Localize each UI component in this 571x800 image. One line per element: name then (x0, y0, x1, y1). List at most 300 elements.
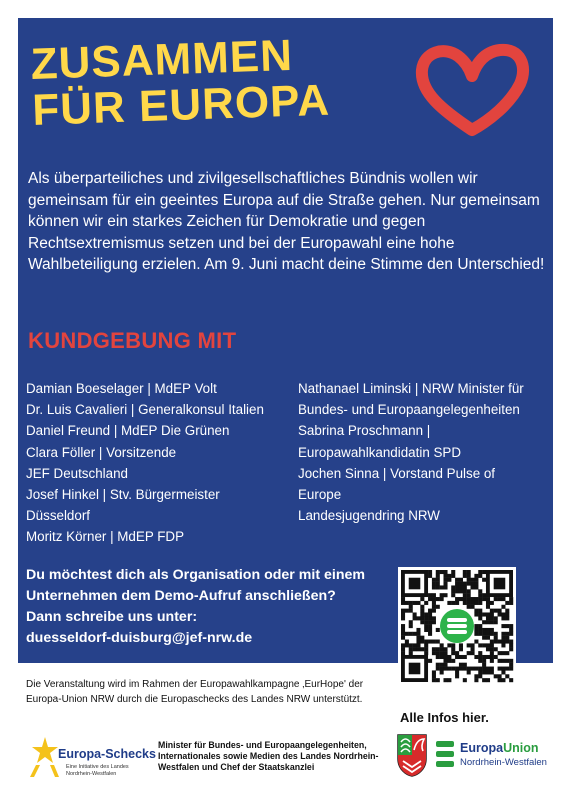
qr-module (509, 624, 513, 628)
qr-module (471, 597, 475, 601)
qr-module (501, 616, 505, 620)
qr-module (424, 647, 428, 651)
qr-module (486, 620, 490, 624)
qr-module (501, 597, 505, 601)
qr-module (486, 667, 490, 671)
qr-module (440, 593, 444, 597)
qr-module (424, 640, 428, 644)
qr-module (455, 655, 459, 659)
qr-module (409, 647, 413, 651)
qr-module (463, 570, 467, 574)
qr-module (482, 593, 486, 597)
qr-module (420, 605, 424, 609)
qr-module (424, 620, 428, 624)
qr-module (505, 640, 509, 644)
qr-module (409, 609, 413, 613)
qr-module (459, 582, 463, 586)
qr-module (463, 667, 467, 671)
qr-module (436, 570, 440, 574)
qr-module (463, 585, 467, 589)
qr-module (401, 628, 405, 632)
qr-module (494, 597, 498, 601)
qr-module (501, 624, 505, 628)
qr-module (428, 616, 432, 620)
qr-module (501, 640, 505, 644)
qr-module (505, 612, 509, 616)
qr-module (478, 601, 482, 605)
qr-label: Alle Infos hier. (400, 710, 489, 725)
contact-email[interactable]: duesseldorf-duisburg@jef-nrw.de (26, 630, 253, 646)
speaker-line: Daniel Freund | MdEP Die Grünen (26, 423, 230, 439)
qr-module (463, 597, 467, 601)
qr-module (432, 678, 436, 682)
qr-module (401, 612, 405, 616)
qr-module (443, 570, 447, 574)
nrw-coat-of-arms-icon (396, 733, 428, 777)
qr-module (501, 659, 505, 663)
qr-module (478, 667, 482, 671)
speaker-list-left (26, 378, 292, 548)
qr-module (443, 659, 447, 663)
qr-module (490, 647, 494, 651)
qr-module (498, 597, 502, 601)
qr-module (428, 640, 432, 644)
qr-module (443, 574, 447, 578)
qr-module (416, 601, 420, 605)
qr-module (416, 616, 420, 620)
qr-module (440, 597, 444, 601)
qr-module (478, 570, 482, 574)
heart-icon (412, 40, 532, 140)
qr-module (498, 640, 502, 644)
qr-module (474, 609, 478, 613)
qr-module (490, 651, 494, 655)
qr-module (401, 597, 405, 601)
qr-module (505, 616, 509, 620)
qr-module (432, 674, 436, 678)
qr-module (424, 624, 428, 628)
qr-module (509, 628, 513, 632)
qr-module (440, 643, 444, 647)
qr-module (478, 659, 482, 663)
qr-module (478, 628, 482, 632)
qr-module (494, 609, 498, 613)
qr-module (509, 632, 513, 636)
qr-module (432, 609, 436, 613)
qr-module (459, 655, 463, 659)
qr-module (498, 667, 502, 671)
qr-module (474, 632, 478, 636)
qr-module (467, 601, 471, 605)
qr-module (440, 651, 444, 655)
qr-finder-pattern (409, 578, 421, 590)
qr-module (455, 674, 459, 678)
cta-line: Du möchtest dich als Organisation oder mit einem (26, 567, 365, 583)
qr-module (443, 647, 447, 651)
qr-module (505, 609, 509, 613)
qr-module (451, 643, 455, 647)
qr-module (455, 597, 459, 601)
qr-module (482, 628, 486, 632)
qr-module (509, 597, 513, 601)
qr-module (432, 585, 436, 589)
qr-module (459, 643, 463, 647)
qr-module (494, 647, 498, 651)
qr-module (467, 574, 471, 578)
qr-module (401, 636, 405, 640)
qr-module (490, 632, 494, 636)
speaker-line: Sabrina Proschmann | (298, 423, 431, 439)
qr-module (455, 589, 459, 593)
qr-module (505, 624, 509, 628)
qr-module (436, 663, 440, 667)
speaker-line: Landesjugendring NRW (298, 508, 440, 524)
qr-module (482, 667, 486, 671)
qr-module (467, 667, 471, 671)
qr-module (436, 640, 440, 644)
qr-module (424, 651, 428, 655)
qr-module (486, 605, 490, 609)
europaschecks-name: Europa-Schecks (58, 747, 156, 761)
qr-module (482, 655, 486, 659)
qr-module (420, 640, 424, 644)
qr-module (455, 601, 459, 605)
qr-module (505, 651, 509, 655)
qr-module (478, 609, 482, 613)
qr-module (432, 578, 436, 582)
qr-module (443, 667, 447, 671)
qr-module (501, 667, 505, 671)
qr-module (451, 593, 455, 597)
qr-module (478, 589, 482, 593)
qr-module (490, 667, 494, 671)
europaschecks-tagline: Eine Initiative des Landes Nordrhein-Westfalen (66, 764, 129, 777)
qr-module (440, 655, 444, 659)
cta-line: Dann schreibe uns unter: (26, 609, 198, 625)
europa-union-region: Nordrhein-Westfalen (460, 757, 547, 768)
qr-module (478, 616, 482, 620)
qr-module (413, 616, 417, 620)
cta-line: Unternehmen dem Demo-Aufruf anschließen? (26, 588, 336, 604)
qr-module (478, 597, 482, 601)
qr-module (494, 640, 498, 644)
qr-module (428, 593, 432, 597)
qr-module (416, 636, 420, 640)
qr-module (432, 593, 436, 597)
qr-module (463, 663, 467, 667)
qr-module (401, 651, 405, 655)
qr-code-graphic (398, 567, 516, 685)
qr-module (490, 628, 494, 632)
qr-module (428, 659, 432, 663)
qr-module (498, 674, 502, 678)
qr-module (436, 655, 440, 659)
qr-module (501, 636, 505, 640)
qr-module (409, 624, 413, 628)
qr-module (428, 609, 432, 613)
qr-module (455, 667, 459, 671)
qr-module (474, 628, 478, 632)
qr-module (478, 632, 482, 636)
qr-module (501, 670, 505, 674)
qr-module (413, 632, 417, 636)
qr-module (420, 620, 424, 624)
qr-module (436, 578, 440, 582)
qr-module (455, 582, 459, 586)
qr-module (443, 651, 447, 655)
qr-module (463, 601, 467, 605)
qr-module (432, 601, 436, 605)
qr-module (401, 601, 405, 605)
qr-module (416, 640, 420, 644)
qr-module (494, 636, 498, 640)
qr-module (443, 663, 447, 667)
qr-module (478, 670, 482, 674)
qr-module (505, 667, 509, 671)
qr-module (505, 674, 509, 678)
qr-module (428, 624, 432, 628)
qr-module (428, 570, 432, 574)
qr-module (447, 601, 451, 605)
europa-union-name-part2: Union (503, 741, 539, 755)
qr-module (498, 651, 502, 655)
qr-module (432, 670, 436, 674)
qr-module (447, 574, 451, 578)
qr-module (474, 612, 478, 616)
qr-module (509, 640, 513, 644)
qr-module (486, 628, 490, 632)
qr-module (443, 585, 447, 589)
qr-module (455, 670, 459, 674)
qr-module (416, 632, 420, 636)
speaker-line: Europe (298, 487, 342, 503)
qr-module (416, 628, 420, 632)
qr-module (459, 589, 463, 593)
qr-module (474, 582, 478, 586)
qr-module (401, 624, 405, 628)
qr-module (474, 597, 478, 601)
qr-module (486, 647, 490, 651)
qr-module (474, 574, 478, 578)
qr-module (436, 574, 440, 578)
speaker-line: Jochen Sinna | Vorstand Pulse of (298, 465, 496, 481)
qr-module (413, 601, 417, 605)
qr-module (467, 670, 471, 674)
qr-module (424, 628, 428, 632)
qr-module (440, 585, 444, 589)
qr-module (436, 605, 440, 609)
qr-module (447, 667, 451, 671)
qr-module (451, 647, 455, 651)
qr-module (474, 624, 478, 628)
qr-code[interactable] (398, 567, 516, 685)
qr-module (409, 643, 413, 647)
speaker-line: Clara Föller | Vorsitzende (26, 444, 177, 460)
speaker-line: Nathanael Liminski | NRW Minister für (298, 381, 524, 396)
qr-module (501, 612, 505, 616)
qr-module (463, 678, 467, 682)
qr-module (405, 640, 409, 644)
qr-module (501, 632, 505, 636)
qr-module (432, 597, 436, 601)
speaker-line: Moritz Körner | MdEP FDP (26, 529, 185, 545)
qr-module (451, 570, 455, 574)
qr-module (509, 643, 513, 647)
qr-module (432, 647, 436, 651)
qr-module (447, 655, 451, 659)
qr-module (463, 582, 467, 586)
qr-module (451, 574, 455, 578)
qr-module (451, 667, 455, 671)
qr-module (428, 597, 432, 601)
qr-module (509, 647, 513, 651)
qr-module (482, 620, 486, 624)
qr-module (482, 578, 486, 582)
qr-module (478, 624, 482, 628)
qr-module (440, 570, 444, 574)
qr-module (467, 605, 471, 609)
qr-module (486, 601, 490, 605)
qr-module (478, 655, 482, 659)
qr-module (509, 659, 513, 663)
qr-module (501, 643, 505, 647)
qr-module (405, 643, 409, 647)
qr-module (482, 659, 486, 663)
qr-module (432, 616, 436, 620)
qr-module (428, 628, 432, 632)
qr-module (424, 616, 428, 620)
qr-module (413, 612, 417, 616)
qr-module (420, 609, 424, 613)
qr-module (428, 574, 432, 578)
qr-module (443, 655, 447, 659)
qr-module (482, 670, 486, 674)
qr-module (494, 632, 498, 636)
qr-module (467, 643, 471, 647)
qr-module (486, 612, 490, 616)
qr-module (401, 632, 405, 636)
qr-module (498, 659, 502, 663)
europa-union-name-part1: Europa (460, 741, 504, 755)
qr-module (474, 678, 478, 682)
qr-module (474, 667, 478, 671)
qr-module (490, 655, 494, 659)
qr-module (498, 609, 502, 613)
qr-module (463, 574, 467, 578)
speaker-line: Düsseldorf (26, 508, 91, 524)
qr-module (494, 616, 498, 620)
qr-module (447, 678, 451, 682)
qr-module (451, 651, 455, 655)
qr-module (501, 651, 505, 655)
qr-module (432, 582, 436, 586)
qr-module (447, 578, 451, 582)
qr-module (467, 593, 471, 597)
qr-module (474, 601, 478, 605)
qr-finder-pattern (494, 578, 506, 590)
qr-module (482, 636, 486, 640)
qr-module (474, 585, 478, 589)
qr-module (451, 589, 455, 593)
qr-module (432, 605, 436, 609)
qr-module (401, 647, 405, 651)
qr-module (471, 647, 475, 651)
qr-module (490, 640, 494, 644)
qr-module (482, 632, 486, 636)
qr-module (509, 678, 513, 682)
qr-module (498, 612, 502, 616)
qr-module (416, 647, 420, 651)
qr-module (401, 609, 405, 613)
qr-module (463, 655, 467, 659)
qr-module (420, 647, 424, 651)
qr-module (436, 597, 440, 601)
qr-module (409, 601, 413, 605)
qr-module (482, 678, 486, 682)
qr-module (443, 578, 447, 582)
qr-module (490, 609, 494, 613)
qr-center-bar (447, 630, 467, 634)
qr-module (478, 593, 482, 597)
qr-module (478, 651, 482, 655)
qr-module (509, 667, 513, 671)
qr-module (471, 601, 475, 605)
qr-module (486, 655, 490, 659)
qr-module (509, 663, 513, 667)
qr-module (409, 651, 413, 655)
qr-module (432, 640, 436, 644)
qr-module (455, 585, 459, 589)
qr-module (482, 643, 486, 647)
qr-module (486, 632, 490, 636)
europa-union-name (460, 741, 538, 755)
speaker-line: JEF Deutschland (26, 465, 128, 481)
speaker-line: Europawahlkandidatin SPD (298, 444, 462, 460)
qr-module (424, 601, 428, 605)
qr-module (478, 674, 482, 678)
qr-module (455, 578, 459, 582)
qr-module (486, 616, 490, 620)
qr-module (440, 647, 444, 651)
qr-module (490, 643, 494, 647)
qr-module (409, 620, 413, 624)
qr-module (505, 632, 509, 636)
qr-module (482, 597, 486, 601)
title-line-2: FÜR EUROPA (31, 75, 331, 135)
qr-module (471, 585, 475, 589)
qr-module (490, 601, 494, 605)
qr-module (424, 643, 428, 647)
qr-module (471, 643, 475, 647)
qr-module (405, 601, 409, 605)
qr-module (467, 651, 471, 655)
qr-module (490, 620, 494, 624)
qr-module (451, 601, 455, 605)
qr-module (494, 674, 498, 678)
qr-module (436, 647, 440, 651)
speaker-line: Josef Hinkel | Stv. Bürgermeister (26, 487, 220, 503)
qr-module (490, 670, 494, 674)
qr-module (443, 593, 447, 597)
qr-module (420, 597, 424, 601)
qr-module (467, 582, 471, 586)
qr-module (409, 632, 413, 636)
qr-module (436, 585, 440, 589)
europa-union-logo (434, 733, 564, 777)
qr-center-bar (447, 618, 467, 622)
ministry-label: Minister für Bundes- und Europaangelegenheiten, Internationales sowie Medien des Landes Nordrhein-Westfalen und Chef der Staatskanzlei (158, 740, 379, 773)
qr-module (509, 601, 513, 605)
